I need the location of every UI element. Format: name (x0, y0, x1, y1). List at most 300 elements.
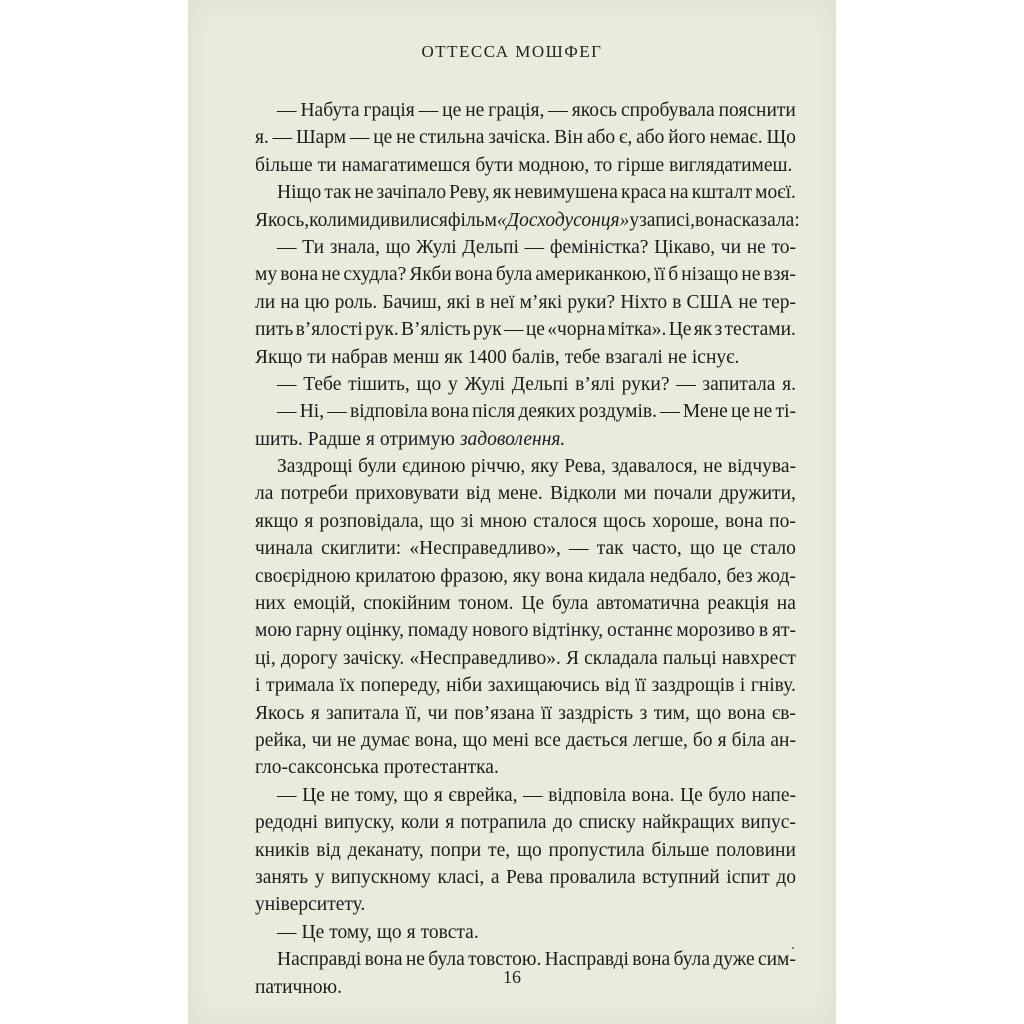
word: запитала (702, 373, 776, 395)
word: Що (766, 127, 796, 149)
word: нізащо (681, 264, 739, 286)
word: була (673, 949, 710, 971)
word: дружити, (719, 483, 796, 505)
word: як (693, 319, 713, 341)
word: неї (490, 291, 515, 313)
word: дорогу (280, 647, 338, 669)
word: у (314, 866, 325, 888)
word: то- (771, 236, 796, 258)
word: Це (302, 784, 325, 806)
word: менш (392, 346, 440, 368)
word: грація, (488, 100, 545, 121)
word: грація (363, 100, 415, 121)
word: як (444, 346, 463, 368)
word: не (465, 100, 485, 121)
word: гірше (617, 154, 665, 176)
word: потреби (280, 483, 349, 505)
word: роль. (334, 291, 378, 313)
word: не (703, 456, 723, 478)
word: як (492, 182, 512, 204)
word: її, (405, 702, 422, 724)
word: її (635, 675, 647, 697)
word: була (428, 949, 465, 971)
text-line (255, 617, 796, 644)
word: руки? (567, 291, 616, 313)
word: я. (782, 373, 796, 395)
word: — (277, 100, 297, 121)
text-line (255, 809, 796, 836)
word: вона, (414, 729, 458, 751)
word: від (316, 839, 341, 861)
word: відповіла (349, 401, 428, 423)
word: «чорна (547, 319, 606, 341)
word: гарну (295, 620, 343, 642)
word: тим, (653, 702, 690, 724)
word: дається (565, 729, 628, 751)
word: в (672, 291, 682, 313)
word: товстою. (468, 949, 542, 971)
word: Насправді (277, 949, 362, 971)
word: «Несправедливо». (409, 647, 561, 669)
word: її (541, 702, 552, 724)
word: намагатимешся (341, 154, 471, 176)
word: кників (255, 839, 310, 861)
word: Шарм (295, 127, 347, 149)
word: знала, (329, 236, 380, 258)
word: тоном. (458, 593, 514, 615)
word: редодні (255, 812, 319, 834)
word: почали (653, 483, 713, 505)
word: дуже (713, 949, 755, 971)
word: іспит (726, 866, 770, 888)
word: рейка, (255, 729, 307, 751)
text-line (255, 535, 796, 562)
word: і (255, 675, 261, 697)
word: здавалося, (611, 456, 698, 478)
word: б (668, 264, 679, 286)
word: фільм (447, 209, 497, 231)
word: Це (521, 593, 545, 615)
word: набрав (331, 346, 388, 368)
word: єв- (771, 702, 796, 724)
word: тішить, (348, 373, 410, 395)
word: м’які (519, 291, 563, 313)
word: дивилися (370, 209, 448, 231)
text-line (255, 207, 800, 234)
word: без (726, 565, 753, 587)
word: тер- (762, 291, 796, 313)
word: мені (492, 729, 530, 751)
word: в (475, 291, 485, 313)
word: на (280, 291, 300, 313)
word: була (551, 593, 589, 615)
word: не (667, 346, 687, 368)
word: відтінку, (532, 620, 604, 642)
word: Мене (682, 401, 728, 423)
word: моєї. (755, 182, 796, 204)
word: оцінку, (346, 620, 404, 642)
word: Це (680, 784, 703, 806)
word: деканату, (347, 839, 424, 861)
word: Він (554, 127, 584, 149)
word: яку (530, 456, 559, 478)
text-line (255, 563, 796, 590)
word: їх (339, 675, 355, 697)
word: ці, (255, 647, 276, 669)
text-line (255, 590, 796, 617)
word: Бачиш, (382, 291, 442, 313)
word: Реву, (449, 182, 490, 204)
word: взагалі (605, 346, 663, 368)
word: по- (769, 510, 796, 532)
word: рук. (365, 319, 399, 341)
word: до (552, 812, 573, 834)
word: не (396, 127, 416, 149)
word: ли (255, 291, 276, 313)
word: — (277, 236, 297, 258)
word: гло-саксонська (255, 757, 379, 779)
word: сталося (533, 510, 597, 532)
word: ти (317, 154, 337, 176)
word: мою (255, 620, 292, 642)
word: недбало, (649, 565, 722, 587)
text-line (255, 261, 796, 288)
word: модною, (518, 154, 590, 176)
word: хороше, (652, 510, 719, 532)
word: коли (309, 209, 348, 231)
text-line (255, 508, 796, 535)
text-line (255, 700, 796, 727)
word: думає (361, 729, 410, 751)
word: — (660, 401, 680, 423)
word: мене. (497, 483, 543, 505)
word: зачіпало (376, 182, 447, 204)
word: записі, (639, 209, 696, 231)
word: Це (301, 921, 325, 943)
word: му (255, 264, 278, 286)
word: що (696, 702, 722, 724)
text-line (255, 398, 796, 425)
word: руки? (621, 373, 670, 395)
word: не (741, 264, 761, 286)
word: чинала (255, 538, 313, 560)
word: у (629, 209, 640, 231)
word: захищаючись (487, 675, 600, 697)
word: пояснити (718, 100, 796, 121)
word: рук (473, 319, 502, 341)
word: це (442, 100, 462, 121)
word: протестантка. (383, 757, 499, 779)
text-line (255, 727, 796, 754)
text-line (255, 645, 796, 672)
word: це (373, 127, 393, 149)
word: задоволення. (459, 428, 566, 450)
word: — (569, 538, 589, 560)
word: Якщо (255, 346, 303, 368)
word: не (746, 236, 766, 258)
word: якось (571, 100, 617, 121)
word: балів, (511, 346, 560, 368)
word: — (277, 784, 297, 806)
text-line (255, 371, 796, 398)
word: у (447, 373, 458, 395)
word: чи (311, 729, 332, 751)
word: них (255, 593, 286, 615)
word: тому, (355, 784, 398, 806)
page-number: 16 (503, 967, 521, 987)
word: — (418, 100, 439, 121)
word: її (654, 264, 666, 286)
word: Ти (302, 236, 325, 258)
word: що (416, 373, 442, 395)
word: США (686, 291, 734, 313)
word: заздрощів (651, 675, 735, 697)
text-line (255, 152, 796, 179)
word: мною (479, 510, 527, 532)
word: цю (304, 291, 330, 313)
word: занять (255, 866, 309, 888)
text-line (255, 97, 796, 124)
word: зачіску. (342, 647, 405, 669)
word: не (354, 182, 374, 204)
word: фразою, (440, 565, 509, 587)
text-line (255, 837, 796, 864)
word: після (472, 401, 516, 423)
word: я (406, 921, 416, 943)
word: схудла? (343, 264, 407, 286)
word: ла (255, 483, 274, 505)
word: немає. (709, 127, 763, 149)
word: роздумів. (578, 401, 658, 423)
word: ан- (770, 729, 796, 751)
word: не (330, 784, 350, 806)
word: Тебе (303, 373, 342, 395)
text-line (255, 919, 796, 946)
word: випуску, (324, 812, 395, 834)
word: Ніщо (277, 182, 322, 204)
word: вона (727, 702, 766, 724)
word: більше (255, 154, 313, 176)
text-line (255, 672, 796, 699)
word: або (586, 127, 616, 149)
word: «Несправедливо», (409, 538, 561, 560)
word: вона (632, 949, 671, 971)
word: університету. (255, 894, 366, 916)
word: скиглити: (321, 538, 402, 560)
word: є, (619, 127, 633, 149)
word: в (758, 620, 769, 642)
word: сонця» (573, 209, 630, 231)
word: вона (725, 510, 764, 532)
word: то (594, 154, 613, 176)
word: — (523, 784, 543, 806)
word: пить (255, 319, 294, 341)
word: що (403, 784, 429, 806)
word: Цікаво, (654, 236, 716, 258)
word: ми (623, 483, 647, 505)
word: бути (475, 154, 514, 176)
word: ті- (775, 401, 796, 423)
word: Якось (255, 702, 305, 724)
word: з (714, 319, 723, 341)
word: Якось, (255, 209, 310, 231)
word: Жулі (464, 373, 506, 395)
word: — (504, 319, 524, 341)
word: провалила (549, 866, 636, 888)
word: вона (280, 264, 319, 286)
word: — (349, 127, 370, 149)
word: класі, (437, 866, 485, 888)
word: — (277, 373, 297, 395)
word: сказала: (732, 209, 800, 231)
word: було (708, 784, 746, 806)
word: патичною. (255, 976, 342, 998)
word: не (321, 264, 341, 286)
word: біла (731, 729, 766, 751)
word: більше (651, 839, 710, 861)
word: часто, (631, 538, 682, 560)
word: — (548, 100, 568, 121)
word: навхрест (721, 647, 796, 669)
word: кидала (588, 565, 646, 587)
word: Дельпі (511, 373, 569, 395)
word: спробувала (620, 100, 715, 121)
word: тебе (564, 346, 601, 368)
word: — (272, 127, 293, 149)
word: Якби (409, 264, 452, 286)
word: — (524, 236, 545, 258)
word: я (304, 510, 314, 532)
word: і (739, 675, 746, 697)
word: в’ялості (295, 319, 363, 341)
word: попри (430, 839, 482, 861)
word: ти (307, 346, 327, 368)
word: ят- (771, 620, 796, 642)
word: тестами. (724, 319, 796, 341)
word: американкою, (535, 264, 652, 286)
word: списку (578, 812, 636, 834)
word: яку (512, 565, 541, 587)
word: що (376, 921, 402, 943)
text-line (255, 179, 796, 206)
word: що (429, 510, 455, 532)
word: все (534, 729, 561, 751)
word: пропустила (548, 839, 645, 861)
word: пов’язана (454, 702, 535, 724)
word: вона (545, 565, 584, 587)
word: якщо (255, 510, 299, 532)
word: єврейка, (448, 784, 518, 806)
running-header: ОТТЕССА МОШФЕГ (421, 42, 603, 61)
word: пальці (662, 647, 717, 669)
word: тому, (329, 921, 372, 943)
word: я (433, 784, 443, 806)
text-line (255, 316, 796, 343)
word: сим- (757, 949, 796, 971)
word: стильна (419, 127, 485, 149)
word: так (324, 182, 352, 204)
word: — (676, 373, 696, 395)
word: вона (430, 401, 469, 423)
word: Заздрощі (277, 456, 353, 478)
word: сходу (528, 209, 574, 231)
word: які (446, 291, 471, 313)
word: 1400 (467, 346, 507, 368)
word: легше, (632, 729, 688, 751)
text-line (255, 124, 796, 151)
word: автоматична (596, 593, 700, 615)
word: до (776, 866, 796, 888)
text-line (255, 289, 796, 316)
word: найкращих (642, 812, 735, 834)
word: приховувати (355, 483, 459, 505)
word: не (405, 949, 425, 971)
word: ми (347, 209, 371, 231)
book-page (188, 0, 836, 1024)
word: в’ялі (575, 373, 615, 395)
word: запитала (326, 702, 400, 724)
word: я. (255, 127, 269, 149)
word: не (738, 291, 758, 313)
word: на (669, 182, 689, 204)
word: відчува- (727, 456, 796, 478)
word: заздрість (558, 702, 634, 724)
word: Це (668, 319, 692, 341)
word: я (365, 428, 375, 450)
word: так (596, 538, 624, 560)
word: «До (496, 209, 529, 231)
word: товста. (420, 921, 479, 943)
word: це (525, 319, 545, 341)
word: була (495, 264, 533, 286)
word: нового (472, 620, 529, 642)
word: що (462, 729, 488, 751)
word: своєрідною (255, 565, 351, 587)
word: що (385, 236, 411, 258)
word: вона (364, 949, 403, 971)
word: чи (427, 702, 448, 724)
word: чи (720, 236, 742, 258)
word: Відколи (549, 483, 617, 505)
text-line (255, 864, 796, 891)
word: були (358, 456, 397, 478)
word: стало (750, 538, 796, 560)
word: емоцій, (293, 593, 356, 615)
word: гніву. (750, 675, 796, 697)
word: — (277, 401, 297, 423)
word: половини (715, 839, 796, 861)
word: відповіла (548, 784, 627, 806)
word: ніби (446, 675, 483, 697)
text-line (255, 754, 796, 781)
word: реакція (707, 593, 769, 615)
word: вона (454, 264, 493, 286)
word: помаду (407, 620, 469, 642)
word: феміністка? (549, 236, 649, 258)
word: зі (460, 510, 474, 532)
word: Жулі (416, 236, 457, 258)
word: Рева, (564, 456, 606, 478)
word: те, (488, 839, 511, 861)
word: це (722, 538, 742, 560)
word: щось (603, 510, 646, 532)
word: краса (620, 182, 667, 204)
text-line (255, 891, 796, 918)
word: бо (692, 729, 713, 751)
word: не (753, 401, 773, 423)
word: коли (400, 812, 440, 834)
word: зачіска. (488, 127, 551, 149)
